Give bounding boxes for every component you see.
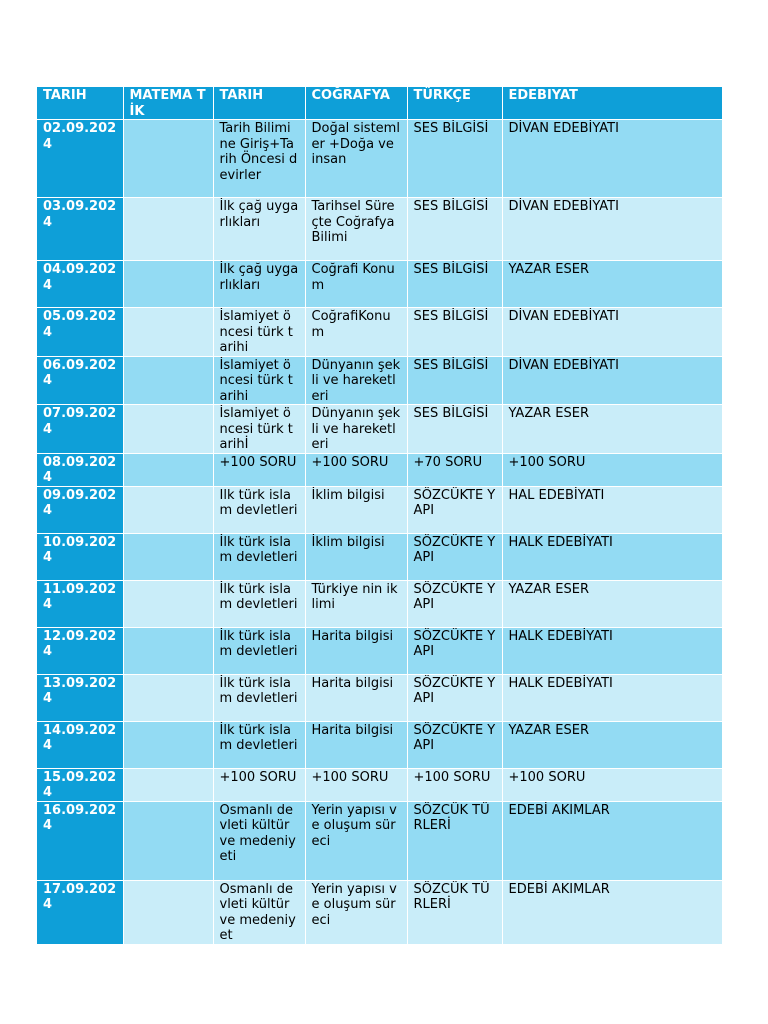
row-date: 02.09.2024 (37, 120, 123, 198)
table-row (37, 721, 722, 768)
header-math: MATEMA TİK (123, 87, 213, 120)
row-geography: +100 SORU (305, 768, 407, 801)
header-history: TARIH (213, 87, 305, 120)
row-date: 13.09.2024 (37, 674, 123, 721)
header-literature: EDEBIYAT (502, 87, 722, 120)
row-math (123, 486, 213, 533)
schedule-body (37, 120, 722, 945)
row-math (123, 674, 213, 721)
row-turkish: SÖZCÜKTE YAPI (407, 627, 502, 674)
row-geography: Dünyanın şekli ve hareketleri (305, 405, 407, 454)
row-math (123, 768, 213, 801)
table-row (37, 768, 722, 801)
row-geography: İklim bilgisi (305, 486, 407, 533)
row-literature: YAZAR ESER (502, 405, 722, 454)
row-date: 16.09.2024 (37, 801, 123, 880)
row-date: 10.09.2024 (37, 533, 123, 580)
table-row (37, 198, 722, 261)
row-literature: DİVAN EDEBİYATI (502, 120, 722, 198)
row-date: 03.09.2024 (37, 198, 123, 261)
table-row (37, 580, 722, 627)
row-date: 07.09.2024 (37, 405, 123, 454)
row-turkish: +100 SORU (407, 768, 502, 801)
row-date: 12.09.2024 (37, 627, 123, 674)
row-literature: EDEBİ AKIMLAR (502, 801, 722, 880)
row-history: İslamiyet öncesi türk tarihi (213, 356, 305, 405)
row-geography: Dünyanın şekli ve hareketleri (305, 356, 407, 405)
row-math (123, 880, 213, 944)
row-geography: Tarihsel Süreçte Coğrafya Bilimi (305, 198, 407, 261)
header-geography: COĞRAFYA (305, 87, 407, 120)
row-literature: +100 SORU (502, 453, 722, 486)
row-math (123, 198, 213, 261)
row-turkish: SÖZCÜKTE YAPI (407, 533, 502, 580)
row-history: İlk türk islam devletleri (213, 674, 305, 721)
table-row (37, 801, 722, 880)
table-row (37, 533, 722, 580)
row-history: İlk türk islam devletleri (213, 627, 305, 674)
row-history: +100 SORU (213, 768, 305, 801)
row-history: İlk çağ uygarlıkları (213, 261, 305, 308)
row-literature: EDEBİ AKIMLAR (502, 880, 722, 944)
row-history: Osmanlı devleti kültür ve medeniyet (213, 880, 305, 944)
table-row (37, 486, 722, 533)
table-row (37, 261, 722, 308)
row-geography: +100 SORU (305, 453, 407, 486)
row-math (123, 627, 213, 674)
row-literature: DİVAN EDEBİYATI (502, 356, 722, 405)
row-history: +100 SORU (213, 453, 305, 486)
header-date: TARIH (37, 87, 123, 120)
table-row (37, 627, 722, 674)
header-turkish: TÜRKÇE (407, 87, 502, 120)
row-math (123, 801, 213, 880)
row-date: 05.09.2024 (37, 308, 123, 357)
row-geography: Türkiye nin iklimi (305, 580, 407, 627)
row-literature: YAZAR ESER (502, 580, 722, 627)
row-literature: HAL EDEBİYATI (502, 486, 722, 533)
row-turkish: SÖZCÜK TÜRLERİ (407, 880, 502, 944)
row-math (123, 261, 213, 308)
row-math (123, 120, 213, 198)
row-geography: Yerin yapısı ve oluşum süreci (305, 880, 407, 944)
row-literature: +100 SORU (502, 768, 722, 801)
row-history: Ilk türk islam devletleri (213, 486, 305, 533)
row-geography: CoğrafiKonum (305, 308, 407, 357)
table-row (37, 453, 722, 486)
row-turkish: SES BİLGİSİ (407, 198, 502, 261)
row-date: 14.09.2024 (37, 721, 123, 768)
table-row (37, 356, 722, 405)
header-row (37, 87, 722, 120)
row-literature: YAZAR ESER (502, 261, 722, 308)
row-math (123, 405, 213, 454)
row-math (123, 721, 213, 768)
row-history: İlk çağ uygarlıkları (213, 198, 305, 261)
row-literature: HALK EDEBİYATI (502, 533, 722, 580)
row-date: 09.09.2024 (37, 486, 123, 533)
row-turkish: SES BİLGİSİ (407, 405, 502, 454)
row-date: 15.09.2024 (37, 768, 123, 801)
row-geography: Harita bilgisi (305, 674, 407, 721)
row-date: 06.09.2024 (37, 356, 123, 405)
row-date: 11.09.2024 (37, 580, 123, 627)
row-history: Tarih Bilimine Giriş+Tarih Öncesi devirler (213, 120, 305, 198)
row-literature: DİVAN EDEBİYATI (502, 308, 722, 357)
row-history: İlk türk islam devletleri (213, 580, 305, 627)
row-literature: HALK EDEBİYATI (502, 674, 722, 721)
row-literature: YAZAR ESER (502, 721, 722, 768)
table-row (37, 674, 722, 721)
row-geography: Coğrafi Konum (305, 261, 407, 308)
row-math (123, 533, 213, 580)
row-turkish: SÖZCÜKTE YAPI (407, 486, 502, 533)
table-row (37, 405, 722, 454)
row-literature: HALK EDEBİYATI (502, 627, 722, 674)
row-turkish: SÖZCÜKTE YAPI (407, 580, 502, 627)
row-date: 04.09.2024 (37, 261, 123, 308)
row-history: İslamiyet öncesi türk tarihi (213, 308, 305, 357)
row-turkish: SES BİLGİSİ (407, 308, 502, 357)
row-geography: Harita bilgisi (305, 721, 407, 768)
row-math (123, 453, 213, 486)
row-date: 17.09.2024 (37, 880, 123, 944)
row-history: Osmanlı devleti kültür ve medeniyeti (213, 801, 305, 880)
row-date: 08.09.2024 (37, 453, 123, 486)
row-turkish: SES BİLGİSİ (407, 120, 502, 198)
row-turkish: +70 SORU (407, 453, 502, 486)
row-turkish: SÖZCÜK TÜRLERİ (407, 801, 502, 880)
row-history: İlk türk islam devletleri (213, 721, 305, 768)
row-history: İslamiyet öncesi türk tarihİ (213, 405, 305, 454)
row-math (123, 580, 213, 627)
row-turkish: SÖZCÜKTE YAPI (407, 674, 502, 721)
row-math (123, 356, 213, 405)
table-row (37, 880, 722, 944)
row-math (123, 308, 213, 357)
row-geography: Doğal sistemler +Doğa ve insan (305, 120, 407, 198)
row-turkish: SÖZCÜKTE YAPI (407, 721, 502, 768)
row-geography: İklim bilgisi (305, 533, 407, 580)
row-turkish: SES BİLGİSİ (407, 356, 502, 405)
row-geography: Yerin yapısı ve oluşum süreci (305, 801, 407, 880)
table-row (37, 120, 722, 198)
row-history: İlk türk islam devletleri (213, 533, 305, 580)
row-geography: Harita bilgisi (305, 627, 407, 674)
study-schedule-table (37, 87, 722, 945)
row-turkish: SES BİLGİSİ (407, 261, 502, 308)
row-literature: DİVAN EDEBİYATI (502, 198, 722, 261)
table-row (37, 308, 722, 357)
